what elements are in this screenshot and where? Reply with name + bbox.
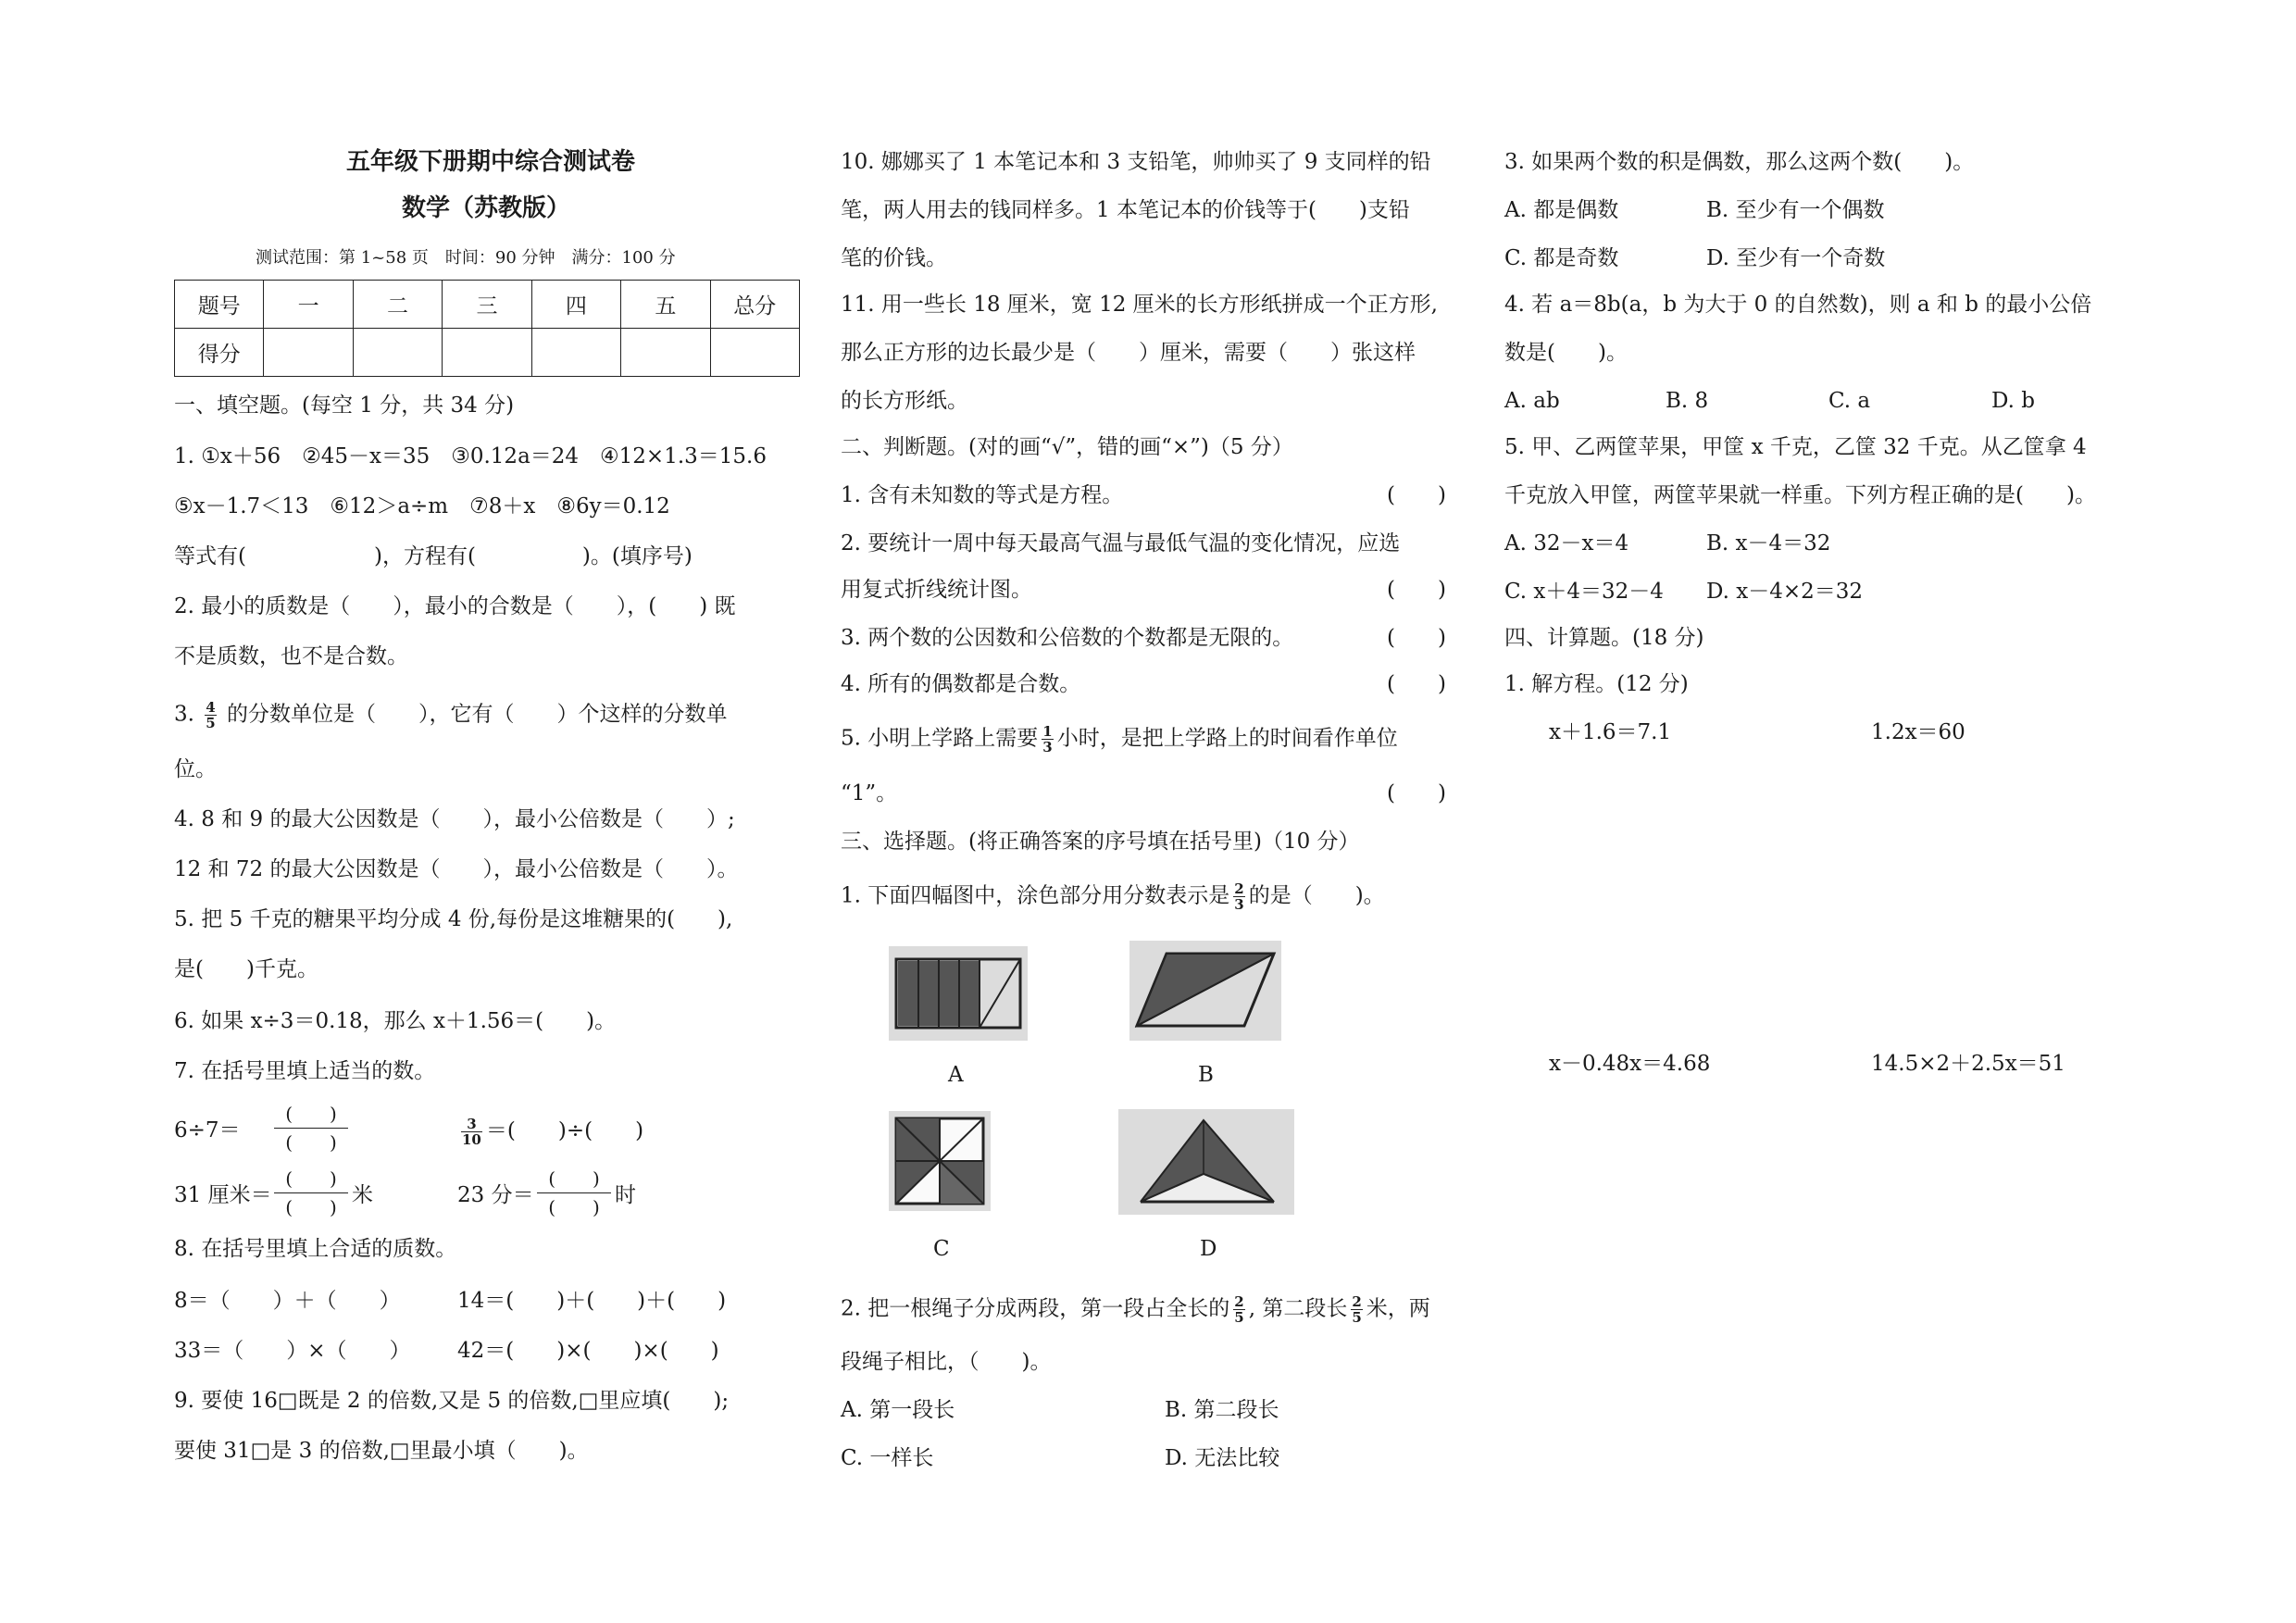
section-4-heading: 四、计算题。(18 分) xyxy=(1504,626,1704,650)
choice-2-line-1: 2. 把一根绳子分成两段，第一段占全长的 $\frac{2}{5}$ , 第二段长 $\frac{2}{5}$ 米，两 xyxy=(841,1293,1430,1326)
judge-5-line-1: 5. 小明上学路上需要 $\frac{1}{3}$ 小时，是把上学路上的时间看作单位 xyxy=(841,723,1398,755)
solve-equations-heading: 1. 解方程。(12 分) xyxy=(1504,672,1689,696)
section-1-heading: 一、填空题。(每空 1 分，共 34 分) xyxy=(174,393,515,418)
question-8: 8. 在括号里填上合适的质数。 xyxy=(174,1237,457,1261)
choice-4-line-1: 4. 若 a＝8b(a，b 为大于 0 的自然数)，则 a 和 b 的最小公倍 xyxy=(1504,293,2092,317)
figure-a[interactable] xyxy=(889,946,1028,1041)
choice-5-option-d[interactable]: D. x－4×2＝32 xyxy=(1706,580,1864,604)
choice-4-option-c[interactable]: C. a xyxy=(1828,389,1871,413)
score-table-header-row xyxy=(175,281,800,329)
fraction-2-5-b: $\frac{2}{5}$ xyxy=(1352,1293,1362,1326)
fraction-3-10: $\frac{3}{10}$ xyxy=(462,1116,481,1148)
figure-a-shape xyxy=(889,946,1028,1041)
score-input-cell[interactable] xyxy=(353,329,442,377)
equation-2: 1.2x＝60 xyxy=(1871,720,1965,744)
figure-a-label: A xyxy=(948,1063,964,1087)
question-7-d-unit: 时 xyxy=(615,1183,636,1207)
question-2-line-1: 2. 最小的质数是（ ），最小的合数是（ ），( ) 既 xyxy=(174,594,736,618)
question-1-line-1: 1. ①x＋56 ②45－x＝35 ③0.12a＝24 ④12×1.3＝15.6 xyxy=(174,444,767,468)
question-8-b: 14＝( )＋( )＋( ) xyxy=(457,1289,727,1313)
score-cell: 总分 xyxy=(710,281,799,329)
question-7-d-fraction: ( ) ( ) xyxy=(537,1165,611,1221)
choice-5-line-2: 千克放入甲筐，两筐苹果就一样重。下列方程正确的是( )。 xyxy=(1504,483,2096,507)
question-8-a: 8＝（ ）＋（ ） xyxy=(174,1289,401,1313)
exam-info: 测试范围：第 1~58 页 时间：90 分钟 满分：100 分 xyxy=(256,248,676,268)
figure-b[interactable] xyxy=(1129,941,1281,1041)
section-3-heading: 三、选择题。(将正确答案的序号填在括号里)（10 分） xyxy=(841,830,1360,854)
question-7-c-label: 31 厘米＝ xyxy=(174,1183,272,1207)
question-5-line-2: 是( )千克。 xyxy=(174,957,318,981)
score-input-cell[interactable] xyxy=(443,329,531,377)
figure-c[interactable] xyxy=(889,1111,991,1211)
choice-3: 3. 如果两个数的积是偶数，那么这两个数( )。 xyxy=(1504,150,1975,174)
question-10-line-3: 笔的价钱。 xyxy=(841,246,947,270)
question-1-line-3: 等式有( )，方程有( )。(填序号) xyxy=(174,544,693,568)
figure-d-label: D xyxy=(1200,1237,1217,1261)
question-10-line-1: 10. 娜娜买了 1 本笔记本和 3 支铅笔，帅帅买了 9 支同样的铅 xyxy=(841,150,1431,174)
question-9-line-1: 9. 要使 16□既是 2 的倍数,又是 5 的倍数,□里应填( ); xyxy=(174,1389,730,1413)
choice-1: 1. 下面四幅图中，涂色部分用分数表示是 $\frac{2}{3}$ 的是（ )。 xyxy=(841,880,1385,913)
question-2-line-2: 不是质数，也不是合数。 xyxy=(174,644,408,668)
exam-subtitle: 数学（苏教版） xyxy=(402,194,571,222)
judge-1-answer[interactable]: ( ) xyxy=(1387,483,1446,507)
question-11-line-2: 那么正方形的边长最少是（ ）厘米，需要（ ）张这样 xyxy=(841,341,1416,365)
score-cell: 三 xyxy=(443,281,531,329)
score-cell: 二 xyxy=(353,281,442,329)
figure-c-shape xyxy=(889,1111,991,1211)
choice-5-option-b[interactable]: B. x－4＝32 xyxy=(1706,531,1831,556)
choice-3-option-b[interactable]: B. 至少有一个偶数 xyxy=(1706,198,1885,222)
choice-2-option-a[interactable]: A. 第一段长 xyxy=(841,1398,955,1422)
judge-4-answer[interactable]: ( ) xyxy=(1387,672,1446,696)
choice-3-option-c[interactable]: C. 都是奇数 xyxy=(1504,246,1619,270)
score-table xyxy=(174,280,800,377)
question-4-line-2: 12 和 72 的最大公因数是（ ），最小公倍数是（ ）。 xyxy=(174,857,739,881)
question-8-d: 42＝( )×( )×( ) xyxy=(457,1339,719,1363)
equation-3: x－0.48x＝4.68 xyxy=(1549,1052,1711,1076)
judge-3-answer[interactable]: ( ) xyxy=(1387,626,1446,650)
judge-5-line-2: “1”。 xyxy=(841,781,898,805)
figure-c-label: C xyxy=(933,1237,950,1261)
question-11-line-3: 的长方形纸。 xyxy=(841,389,968,413)
choice-4-option-b[interactable]: B. 8 xyxy=(1666,389,1709,413)
question-11-line-1: 11. 用一些长 18 厘米，宽 12 厘米的长方形纸拼成一个正方形, xyxy=(841,293,1438,317)
choice-2-option-b[interactable]: B. 第二段长 xyxy=(1165,1398,1279,1422)
score-cell: 五 xyxy=(621,281,710,329)
fraction-2-5-a: $\frac{2}{5}$ xyxy=(1234,1293,1244,1326)
choice-3-option-d[interactable]: D. 至少有一个奇数 xyxy=(1706,246,1886,270)
question-7-a-label: 6÷7＝ xyxy=(174,1118,241,1142)
score-table-score-row xyxy=(175,329,800,377)
equation-1: x＋1.6＝7.1 xyxy=(1549,720,1672,744)
figure-b-shape xyxy=(1129,941,1281,1041)
score-cell: 题号 xyxy=(175,281,264,329)
question-7-c-fraction: ( ) ( ) xyxy=(274,1165,348,1221)
question-3-number: 3. xyxy=(174,702,194,727)
question-9-line-2: 要使 31□是 3 的倍数,□里最小填（ )。 xyxy=(174,1439,589,1463)
question-4-line-1: 4. 8 和 9 的最大公因数是（ ），最小公倍数是（ ）; xyxy=(174,807,735,831)
question-8-c: 33＝（ ）×（ ） xyxy=(174,1339,411,1363)
judge-1: 1. 含有未知数的等式是方程。 xyxy=(841,483,1124,507)
question-10-line-2: 笔，两人用去的钱同样多。1 本笔记本的价钱等于( )支铅 xyxy=(841,198,1410,222)
question-7-d-label: 23 分＝ xyxy=(457,1183,534,1207)
choice-5-option-c[interactable]: C. x＋4＝32－4 xyxy=(1504,580,1664,604)
judge-2-line-2: 用复式折线统计图。 xyxy=(841,578,1032,602)
question-7-c-unit: 米 xyxy=(352,1183,373,1207)
score-input-cell[interactable] xyxy=(531,329,620,377)
choice-4-option-a[interactable]: A. ab xyxy=(1504,389,1560,413)
score-cell: 一 xyxy=(264,281,353,329)
question-3-line-1 xyxy=(174,700,728,730)
question-1-line-2: ⑤x－1.7＜13 ⑥12＞a÷m ⑦8＋x ⑧6y＝0.12 xyxy=(174,494,670,518)
question-3-line-2: 位。 xyxy=(174,757,217,781)
score-input-cell[interactable] xyxy=(621,329,710,377)
fraction-2-3: $\frac{2}{3}$ xyxy=(1234,880,1244,913)
judge-2-line-1: 2. 要统计一周中每天最高气温与最低气温的变化情况，应选 xyxy=(841,531,1401,556)
question-7: 7. 在括号里填上适当的数。 xyxy=(174,1059,436,1083)
choice-3-option-a[interactable]: A. 都是偶数 xyxy=(1504,198,1619,222)
choice-4-option-d[interactable]: D. b xyxy=(1991,389,2035,413)
choice-5-line-1: 5. 甲、乙两筐苹果，甲筐 x 千克，乙筐 32 千克。从乙筐拿 4 xyxy=(1504,435,2087,459)
judge-2-answer[interactable]: ( ) xyxy=(1387,578,1446,602)
question-5-line-1: 5. 把 5 千克的糖果平均分成 4 份,每份是这堆糖果的( ), xyxy=(174,907,733,931)
equation-4: 14.5×2＋2.5x＝51 xyxy=(1871,1052,2065,1076)
choice-2-line-2: 段绳子相比，（ )。 xyxy=(841,1350,1052,1374)
choice-5-option-a[interactable]: A. 32－x＝4 xyxy=(1504,531,1629,556)
score-input-cell[interactable] xyxy=(710,329,799,377)
score-cell: 四 xyxy=(531,281,620,329)
question-7-b: $\frac{3}{10}$ ＝( )÷( ) xyxy=(462,1116,644,1148)
judge-3: 3. 两个数的公因数和公倍数的个数都是无限的。 xyxy=(841,626,1294,650)
choice-2-option-c[interactable]: C. 一样长 xyxy=(841,1446,934,1470)
fraction-4-5: $\frac{4}{5}$ xyxy=(206,699,216,731)
figure-b-label: B xyxy=(1198,1063,1214,1087)
choice-2-option-d[interactable]: D. 无法比较 xyxy=(1165,1446,1280,1470)
question-7-a-fraction: ( ) ( ) xyxy=(274,1100,348,1156)
section-2-heading: 二、判断题。(对的画“√”，错的画“×”)（5 分） xyxy=(841,435,1293,459)
question-6: 6. 如果 x÷3＝0.18，那么 x＋1.56＝( )。 xyxy=(174,1009,617,1033)
figure-d[interactable] xyxy=(1118,1109,1294,1215)
question-3-text: 的分数单位是（ ），它有（ ）个这样的分数单 xyxy=(227,702,728,727)
score-row-label: 得分 xyxy=(175,329,264,377)
figure-d-shape xyxy=(1118,1109,1294,1215)
fraction-1-3: $\frac{1}{3}$ xyxy=(1042,723,1053,755)
exam-title: 五年级下册期中综合测试卷 xyxy=(346,148,636,176)
judge-5-answer[interactable]: ( ) xyxy=(1387,781,1446,805)
score-input-cell[interactable] xyxy=(264,329,353,377)
choice-4-line-2: 数是( )。 xyxy=(1504,341,1628,365)
judge-4: 4. 所有的偶数都是合数。 xyxy=(841,672,1081,696)
